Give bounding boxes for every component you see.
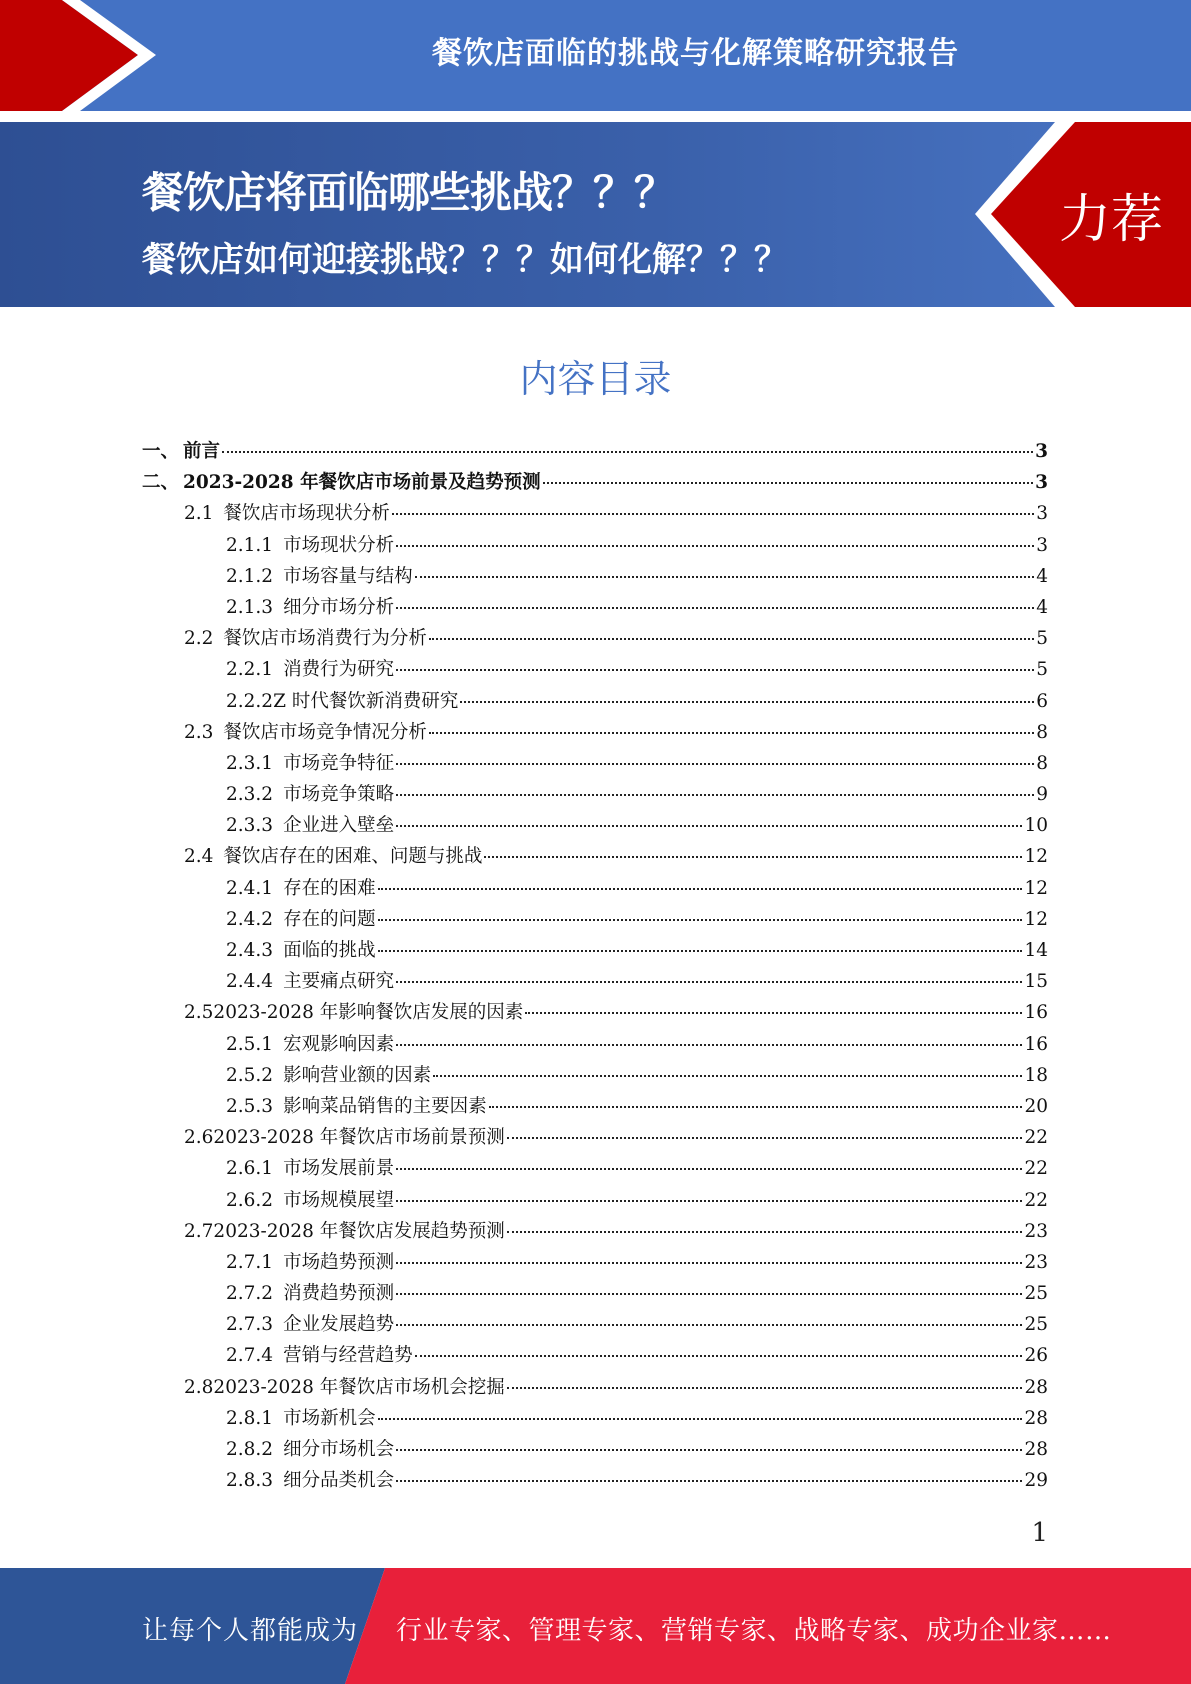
dot-leader bbox=[460, 700, 1034, 703]
footer-slogan-right: 行业专家、管理专家、营销专家、战略专家、成功企业家…… bbox=[396, 1616, 1112, 1646]
dot-leader bbox=[396, 1261, 1022, 1264]
dot-leader bbox=[415, 575, 1035, 578]
top-banner bbox=[0, 0, 1191, 111]
dot-leader bbox=[396, 1479, 1022, 1482]
toc-entry[interactable]: 2.3.2 市场竞争策略 9 bbox=[226, 784, 1048, 806]
dot-leader bbox=[378, 887, 1023, 890]
toc-entry[interactable]: 二、 2023-2028 年餐饮店市场前景及趋势预测 3 bbox=[142, 472, 1048, 494]
toc-entry[interactable]: 2.4.1 存在的困难 12 bbox=[226, 877, 1048, 899]
dot-leader bbox=[543, 481, 1034, 484]
dot-leader bbox=[396, 1448, 1022, 1451]
dot-leader bbox=[378, 1417, 1023, 1420]
recommend-badge-label: 力荐 bbox=[1058, 190, 1163, 250]
dot-leader bbox=[222, 450, 1033, 453]
dot-leader bbox=[507, 1386, 1023, 1389]
toc-entry[interactable]: 2.4 餐饮店存在的困难、问题与挑战 12 bbox=[184, 846, 1048, 868]
report-title: 餐饮店面临的挑战与化解策略研究报告 bbox=[432, 36, 959, 71]
dot-leader bbox=[396, 824, 1022, 827]
dot-leader bbox=[429, 731, 1034, 734]
dot-leader bbox=[396, 1323, 1022, 1326]
dot-leader bbox=[392, 512, 1034, 515]
toc-entry[interactable]: 2.1.3 细分市场分析 4 bbox=[226, 596, 1048, 618]
toc-entry[interactable]: 2.1.1 市场现状分析 3 bbox=[226, 534, 1048, 556]
dot-leader bbox=[396, 1199, 1022, 1202]
toc-entry[interactable]: 2.3 餐饮店市场竞争情况分析 8 bbox=[184, 721, 1048, 743]
toc-entry[interactable]: 2.5.1 宏观影响因素 16 bbox=[226, 1033, 1048, 1055]
footer-banner bbox=[0, 1568, 1191, 1684]
dot-leader bbox=[396, 980, 1022, 983]
dot-leader bbox=[429, 637, 1034, 640]
toc-entry[interactable]: 2.8.2 细分市场机会 28 bbox=[226, 1439, 1048, 1460]
dot-leader bbox=[378, 949, 1023, 952]
hero-question-2: 餐饮店如何迎接挑战？？？如何化解？？？ bbox=[142, 240, 788, 280]
toc-entry[interactable]: 2.1 餐饮店市场现状分析 3 bbox=[184, 503, 1048, 525]
toc-entry[interactable]: 2.3.3 企业进入壁垒 10 bbox=[226, 815, 1048, 837]
dot-leader bbox=[396, 762, 1034, 765]
dot-leader bbox=[396, 668, 1034, 671]
page-number: 1 bbox=[1031, 1518, 1048, 1548]
red-arrow-decoration bbox=[0, 0, 160, 111]
toc-entry[interactable]: 2.6 2023-2028 年餐饮店市场前景预测 22 bbox=[184, 1127, 1048, 1149]
toc-entry[interactable]: 2.7.1 市场趋势预测 23 bbox=[226, 1251, 1048, 1273]
toc-entry[interactable]: 2.5 2023-2028 年影响餐饮店发展的因素 16 bbox=[184, 1002, 1048, 1024]
dot-leader bbox=[507, 1230, 1023, 1233]
dot-leader bbox=[396, 544, 1034, 547]
toc-entry[interactable]: 2.8.1 市场新机会 28 bbox=[226, 1407, 1048, 1429]
toc-entry[interactable]: 2.8 2023-2028 年餐饮店市场机会挖掘 28 bbox=[184, 1376, 1048, 1398]
toc-entry[interactable]: 2.6.1 市场发展前景 22 bbox=[226, 1158, 1048, 1180]
toc-entry[interactable]: 2.5.2 影响营业额的因素 18 bbox=[226, 1064, 1048, 1086]
toc-entry[interactable]: 2.2.2 Z 时代餐饮新消费研究 6 bbox=[226, 690, 1048, 712]
dot-leader bbox=[396, 1167, 1022, 1170]
footer-slogan-left: 让每个人都能成为 bbox=[142, 1616, 359, 1646]
toc-entry[interactable]: 2.7.2 消费趋势预测 25 bbox=[226, 1283, 1048, 1305]
toc-entry[interactable]: 2.1.2 市场容量与结构 4 bbox=[226, 565, 1048, 587]
toc-entry[interactable]: 2.5.3 影响菜品销售的主要因素 20 bbox=[226, 1095, 1048, 1117]
toc-entry[interactable]: 2.2.1 消费行为研究 5 bbox=[226, 659, 1048, 681]
toc-entry[interactable]: 一、 前言 3 bbox=[142, 441, 1048, 462]
toc-entry[interactable]: 2.6.2 市场规模展望 22 bbox=[226, 1189, 1048, 1211]
toc-entry[interactable]: 2.7.3 企业发展趋势 25 bbox=[226, 1314, 1048, 1336]
dot-leader bbox=[396, 1292, 1022, 1295]
dot-leader bbox=[484, 855, 1022, 858]
hero-question-1: 餐饮店将面临哪些挑战？？？ bbox=[142, 168, 676, 217]
dot-leader bbox=[489, 1105, 1023, 1108]
dot-leader bbox=[396, 793, 1034, 796]
toc-heading: 内容目录 bbox=[519, 357, 672, 401]
table-of-contents bbox=[142, 436, 1048, 1496]
dot-leader bbox=[433, 1074, 1022, 1077]
toc-entry[interactable]: 2.4.2 存在的问题 12 bbox=[226, 908, 1048, 930]
toc-entry[interactable]: 2.3.1 市场竞争特征 8 bbox=[226, 752, 1048, 774]
toc-entry[interactable]: 2.4.3 面临的挑战 14 bbox=[226, 940, 1048, 961]
toc-entry[interactable]: 2.4.4 主要痛点研究 15 bbox=[226, 971, 1048, 993]
dot-leader bbox=[525, 1011, 1022, 1014]
toc-entry[interactable]: 2.2 餐饮店市场消费行为分析 5 bbox=[184, 628, 1048, 650]
toc-entry[interactable]: 2.8.3 细分品类机会 29 bbox=[226, 1470, 1048, 1492]
dot-leader bbox=[507, 1136, 1023, 1139]
dot-leader bbox=[396, 606, 1034, 609]
dot-leader bbox=[396, 1043, 1022, 1046]
dot-leader bbox=[415, 1354, 1023, 1357]
hero-banner bbox=[0, 122, 1191, 307]
toc-entry[interactable]: 2.7 2023-2028 年餐饮店发展趋势预测 23 bbox=[184, 1220, 1048, 1242]
dot-leader bbox=[378, 918, 1023, 921]
toc-entry[interactable]: 2.7.4 营销与经营趋势 26 bbox=[226, 1345, 1048, 1367]
